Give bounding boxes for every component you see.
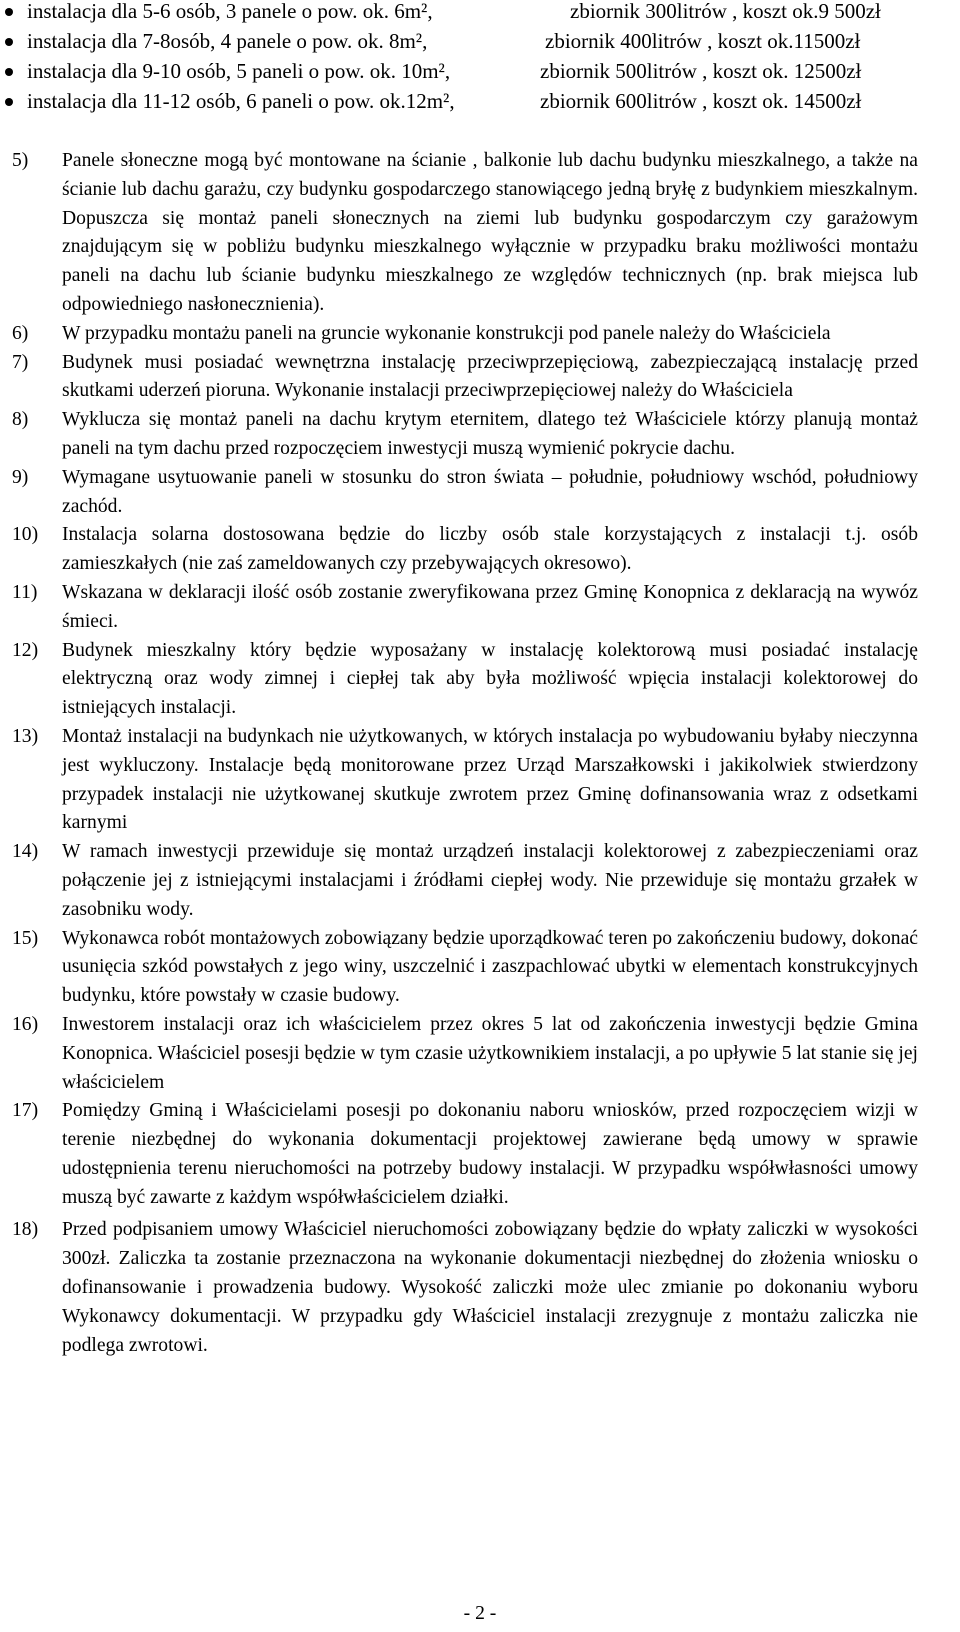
item-text: Panele słoneczne mogą być montowane na ścianie , balkonie lub dachu budynku mieszkalnego, a także na ścianie lub dachu garażu, czy budynku gospodarczego stanowiącego jedną bryłę z budynkiem mieszkalnym. Dopuszcza się montaż paneli słonecznych na ziemi lub budynku gospodarczym czy garażowym znajdującym się w pobliżu budynku mieszkalnego wyłącznie w przypadku braku możliwości montażu paneli na dachu lub ścianie budynku mieszkalnego ze względów technicznych (np. brak miejsca lub odpowiedniego nasłonecznienia). bbox=[62, 150, 918, 315]
bullet-tank-cost-text: zbiornik 400litrów , koszt ok.11500zł bbox=[545, 29, 861, 53]
item-number: 5) bbox=[12, 150, 29, 171]
page-number: - 2 - bbox=[463, 1603, 497, 1624]
bullet-installation-text: instalacja dla 9-10 osób, 5 paneli o pow. ok. 10m², bbox=[27, 59, 451, 83]
list-item bbox=[0, 579, 960, 637]
item-number: 11) bbox=[12, 581, 38, 603]
bullet-list bbox=[0, 0, 960, 120]
list-item bbox=[0, 838, 960, 924]
bullet-installation-text: instalacja dla 7-8osób, 4 panele o pow. ok. 8m², bbox=[27, 29, 428, 53]
list-item bbox=[0, 521, 960, 579]
list-item bbox=[0, 1216, 960, 1360]
item-number: 16) bbox=[12, 1013, 39, 1035]
list-item bbox=[0, 464, 960, 522]
item-number: 12) bbox=[12, 639, 39, 661]
bullet-dot-icon bbox=[5, 68, 13, 76]
item-text: Budynek musi posiadać wewnętrzna instalację przeciwprzepięciową, zabezpieczającą instalację przed skutkami uderzeń pioruna. Wykonanie instalacji przeciwprzepięciowej należy do Właściciela bbox=[62, 351, 918, 402]
bullet-installation-text: instalacja dla 11-12 osób, 6 paneli o pow. ok.12m², bbox=[27, 89, 455, 113]
bullet-dot-icon bbox=[5, 8, 13, 16]
item-number: 15) bbox=[12, 927, 39, 949]
item-text: W przypadku montażu paneli na gruncie wykonanie konstrukcji pod panele należy do Właściciela bbox=[62, 322, 831, 344]
list-item bbox=[0, 1097, 960, 1212]
item-text: Wykonawca robót montażowych zobowiązany będzie uporządkować teren po zakończeniu budowy, dokonać usunięcia szkód powstałych z jego winy, uszczelnić i zaszpachlować ubytki w elementach konstrukcyjnych budynku, które powstały w czasie budowy. bbox=[62, 927, 918, 1007]
bullet-tank-cost-text: zbiornik 600litrów , koszt ok. 14500zł bbox=[540, 89, 862, 113]
list-item bbox=[0, 147, 960, 320]
bullet-tank-cost-text: zbiornik 500litrów , koszt ok. 12500zł bbox=[540, 59, 862, 83]
bullet-dot-icon bbox=[5, 98, 13, 106]
numbered-conditions-list bbox=[0, 147, 960, 1360]
item-text: Inwestorem instalacji oraz ich właścicielem przez okres 5 lat od zakończenia inwestycji będzie Gmina Konopnica. Właściciel posesji będzie w tym czasie użytkownikiem instalacji, a po upływie 5 lat stanie się jej właścicielem bbox=[62, 1013, 918, 1093]
item-number: 9) bbox=[12, 466, 29, 488]
item-number: 7) bbox=[12, 351, 29, 373]
item-text: Budynek mieszkalny który będzie wyposażany w instalację kolektorową musi posiadać instalację elektryczną oraz wody zimnej i ciepłej tak aby była możliwość wpięcia instalacji kolektorowej do istniejących instalacji. bbox=[62, 639, 918, 719]
bullet-tank-cost-text: zbiornik 300litrów , koszt ok.9 500zł bbox=[570, 0, 881, 23]
bullet-item bbox=[0, 90, 960, 120]
item-text: Wyklucza się montaż paneli na dachu krytym eternitem, dlatego też Właściciele którzy planują montaż paneli na tym dachu przed rozpoczęciem inwestycji muszą wymienić pokrycie dachu. bbox=[62, 409, 918, 459]
bullet-dot-icon bbox=[5, 38, 13, 46]
list-item bbox=[0, 349, 960, 407]
item-text: Pomiędzy Gminą i Właścicielami posesji po dokonaniu naboru wniosków, przed rozpoczęciem wizji w terenie niezbędnej do wykonania dokumentacji projektowej zawierane będą umowy w sprawie udostępnienia terenu nieruchomości na potrzeby budowy instalacji. W przypadku współwłasności umowy muszą być zawarte z każdym współwłaścicielem działki. bbox=[62, 1100, 918, 1208]
list-item bbox=[0, 723, 960, 838]
item-text: Wymagane usytuowanie paneli w stosunku do stron świata – południe, południowy wschód, południowy zachód. bbox=[62, 466, 918, 517]
item-number: 17) bbox=[12, 1100, 39, 1122]
item-text: Montaż instalacji na budynkach nie użytkowanych, w których instalacja po wybudowaniu byłaby nieczynna jest wykluczony. Instalacje będą monitorowane przez Urząd Marszałkowski i jakikolwiek stwierdzony przypadek instalacji nie użytkowanej skutkuje zwrotem przez Gminę dofinansowania wraz z odsetkami karnymi bbox=[62, 725, 918, 834]
list-item bbox=[0, 1011, 960, 1097]
item-number: 6) bbox=[12, 322, 29, 344]
item-number: 13) bbox=[12, 725, 39, 747]
bullet-item bbox=[0, 30, 960, 60]
list-item bbox=[0, 406, 960, 464]
item-text: Przed podpisaniem umowy Właściciel nieruchomości zobowiązany będzie do wpłaty zaliczki w wysokości 300zł. Zaliczka ta zostanie przeznaczona na wykonanie dokumentacji niezbędnej do złożenia wniosku o dofinansowanie i prowadzenia budowy. Wysokość zaliczki może ulec zmianie po dokonaniu wyboru Wykonawcy dokumentacji. W przypadku gdy Właściciel instalacji zrezygnuje z montażu zaliczka nie podlega zwrotowi. bbox=[62, 1219, 918, 1356]
bullet-item bbox=[0, 60, 960, 90]
item-number: 8) bbox=[12, 409, 29, 431]
item-number: 10) bbox=[12, 524, 39, 546]
list-item bbox=[0, 637, 960, 723]
item-text: Instalacja solarna dostosowana będzie do liczby osób stale korzystających z instalacji t.j. osób zamieszkałych (nie zaś zameldowanych czy przebywających okresowo). bbox=[62, 524, 918, 575]
item-number: 18) bbox=[12, 1219, 39, 1241]
item-text: W ramach inwestycji przewiduje się montaż urządzeń instalacji kolektorowej z zabezpieczeniami oraz połączenie jej z istniejącymi instalacjami i źródłami ciepłej wody. Nie przewiduje się montażu grzałek w zasobniku wody. bbox=[62, 841, 918, 920]
list-item bbox=[0, 320, 960, 349]
bullet-item bbox=[0, 0, 960, 30]
item-text: Wskazana w deklaracji ilość osób zostanie zweryfikowana przez Gminę Konopnica z deklaracją na wywóz śmieci. bbox=[62, 581, 918, 632]
list-item bbox=[0, 925, 960, 1011]
bullet-installation-text: instalacja dla 5-6 osób, 3 panele o pow. ok. 6m², bbox=[27, 0, 433, 23]
item-number: 14) bbox=[12, 841, 39, 863]
